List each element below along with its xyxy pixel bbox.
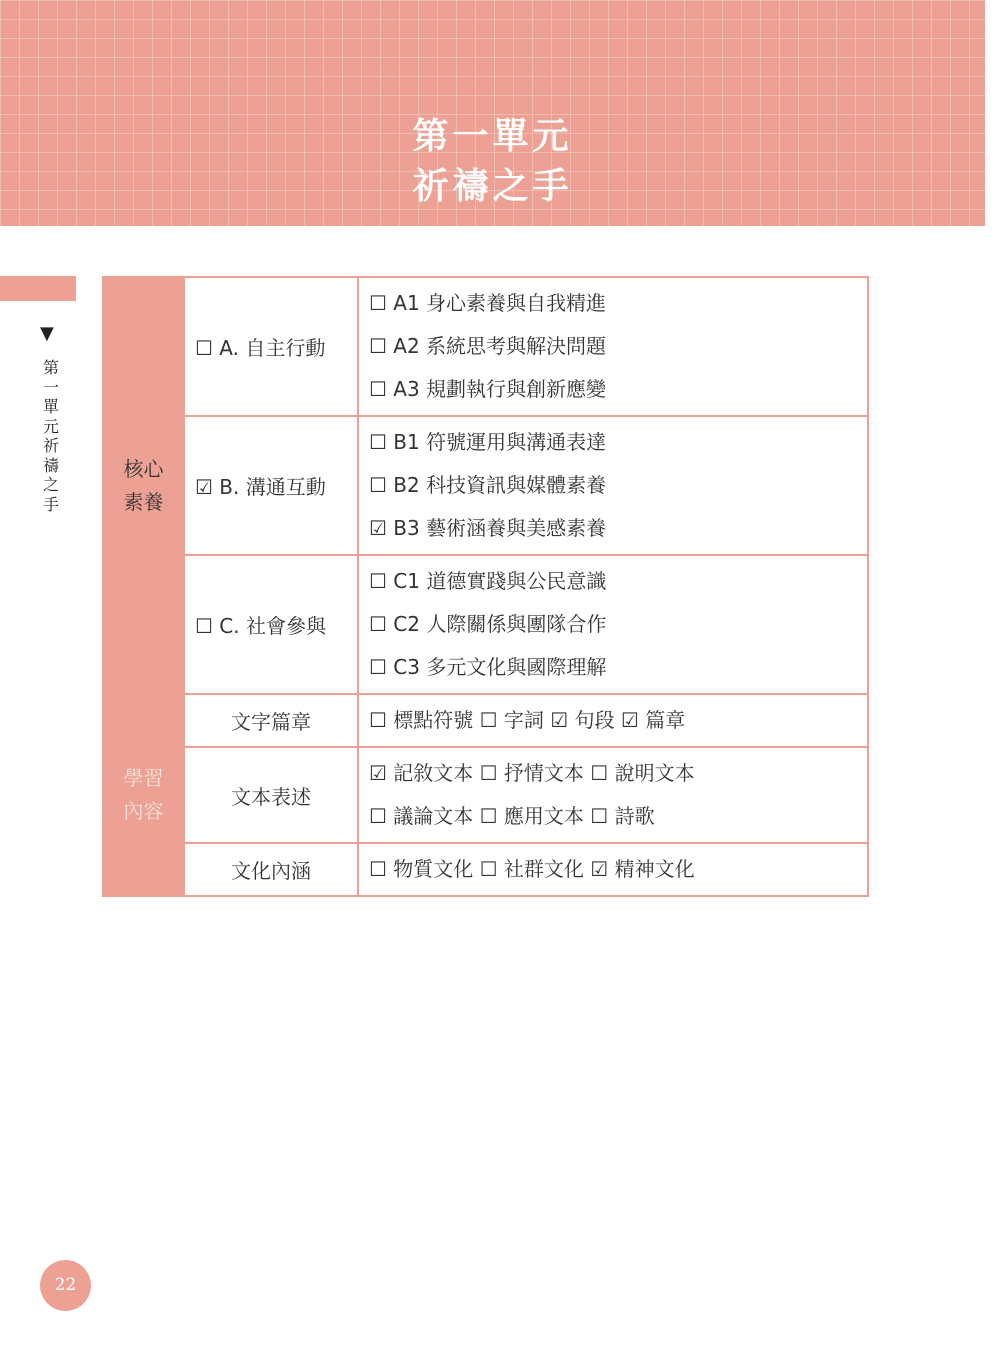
learning-row-name: 文化內涵: [184, 843, 358, 896]
list-item: ☐ 物質文化 ☐ 社群文化 ☑ 精神文化: [369, 857, 695, 881]
list-item: ☐ B1 符號運用與溝通表達: [369, 430, 607, 454]
learning-row-options: [358, 843, 868, 896]
table-row: [103, 843, 868, 896]
group-a-items: [358, 277, 868, 416]
learning-row-options: [358, 694, 868, 747]
list-item: ☐ A1 身心素養與自我精進: [369, 291, 607, 315]
group-b-name: ☑ B. 溝通互動: [184, 416, 358, 555]
core-competency-label: [103, 277, 184, 694]
chapter-header-banner: [0, 0, 985, 226]
list-item: ☑ B3 藝術涵養與美感素養: [369, 516, 607, 540]
list-item: ☐ 議論文本 ☐ 應用文本 ☐ 詩歌: [369, 804, 655, 828]
list-item: ☐ C1 道德實踐與公民意識: [369, 569, 607, 593]
list-item: ☐ C3 多元文化與國際理解: [369, 655, 607, 679]
group-b-items: [358, 416, 868, 555]
learning-label-line1: 學習: [123, 766, 164, 790]
table-row: [103, 416, 868, 555]
side-tab-marker: [0, 276, 76, 301]
table-row: [103, 694, 868, 747]
table-row: [103, 277, 868, 416]
learning-row-name: 文本表述: [184, 747, 358, 843]
learning-content-label: [103, 694, 184, 896]
curriculum-table: [102, 276, 869, 897]
learning-row-options: [358, 747, 868, 843]
list-item: ☐ A2 系統思考與解決問題: [369, 334, 607, 358]
group-c-name: ☐ C. 社會參與: [184, 555, 358, 694]
list-item: ☑ 記敘文本 ☐ 抒情文本 ☐ 說明文本: [369, 761, 695, 785]
core-label-line2: 素養: [123, 489, 164, 514]
down-triangle-icon: ▼: [40, 323, 54, 344]
group-a-name: ☐ A. 自主行動: [184, 277, 358, 416]
learning-label-line2: 內容: [123, 799, 164, 823]
page-number: 22: [40, 1260, 91, 1311]
list-item: ☐ C2 人際關係與團隊合作: [369, 612, 607, 636]
list-item: ☐ A3 規劃執行與創新應變: [369, 377, 607, 401]
table-row: [103, 747, 868, 843]
core-label-line1: 核心: [123, 456, 164, 481]
chapter-title-line1: 第一單元: [412, 116, 573, 157]
sidebar-chapter-label: 第一單元 祈禱之手: [42, 358, 76, 514]
learning-row-name: 文字篇章: [184, 694, 358, 747]
group-c-items: [358, 555, 868, 694]
list-item: ☐ 標點符號 ☐ 字詞 ☑ 句段 ☑ 篇章: [369, 708, 686, 732]
table-row: [103, 555, 868, 694]
list-item: ☐ B2 科技資訊與媒體素養: [369, 473, 607, 497]
chapter-title-line2: 祈禱之手: [412, 166, 573, 207]
